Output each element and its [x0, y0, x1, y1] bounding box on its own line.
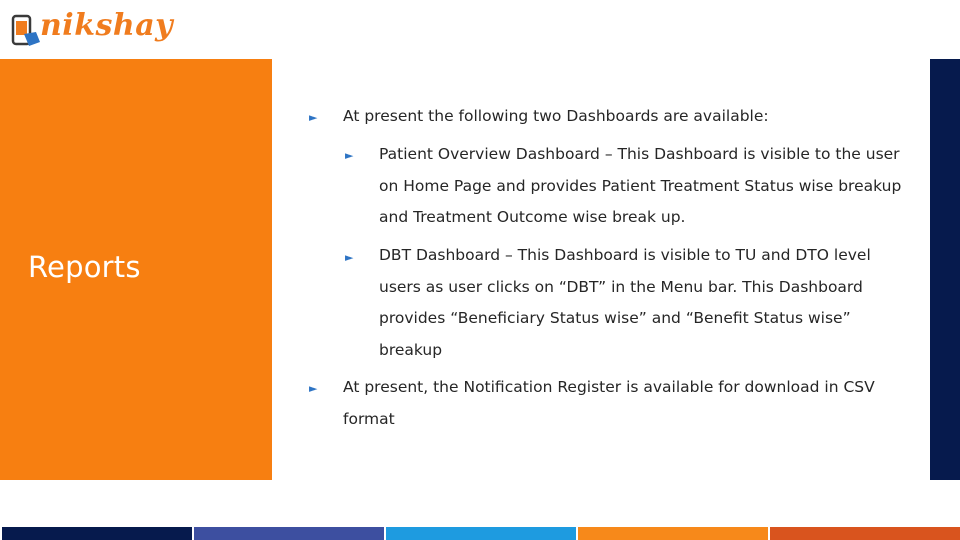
footer-bar	[386, 527, 576, 540]
sub-bullet-icon: ►	[345, 251, 354, 264]
footer-bar	[2, 527, 192, 540]
bullet-icon: ►	[309, 111, 318, 124]
footer-bar	[578, 527, 768, 540]
footer-bar	[770, 527, 960, 540]
right-accent-bar	[930, 59, 960, 480]
bullet-text: At present, the Notification Register is available for download in CSV format	[343, 378, 875, 428]
logo	[10, 8, 174, 52]
device-icon	[10, 12, 42, 50]
bullet-icon: ►	[309, 382, 318, 395]
sub-bullet-text: Patient Overview Dashboard – This Dashboard is visible to the user on Home Page and provides Patient Treatment Status wise breakup and Treatment Outcome wise break up.	[379, 145, 902, 226]
bullet-text: At present the following two Dashboards are available:	[343, 107, 769, 125]
footer-color-bars	[0, 527, 960, 540]
logo-text: nikshay	[40, 8, 174, 43]
sub-bullet-text: DBT Dashboard – This Dashboard is visible to TU and DTO level users as user clicks on “DBT” in the Menu bar. This Dashboard provides “Beneficiary Status wise” and “Benefit Status wise” breakup	[379, 246, 871, 359]
sub-bullet-icon: ►	[345, 149, 354, 162]
footer-bar	[194, 527, 384, 540]
section-title: Reports	[28, 250, 141, 284]
